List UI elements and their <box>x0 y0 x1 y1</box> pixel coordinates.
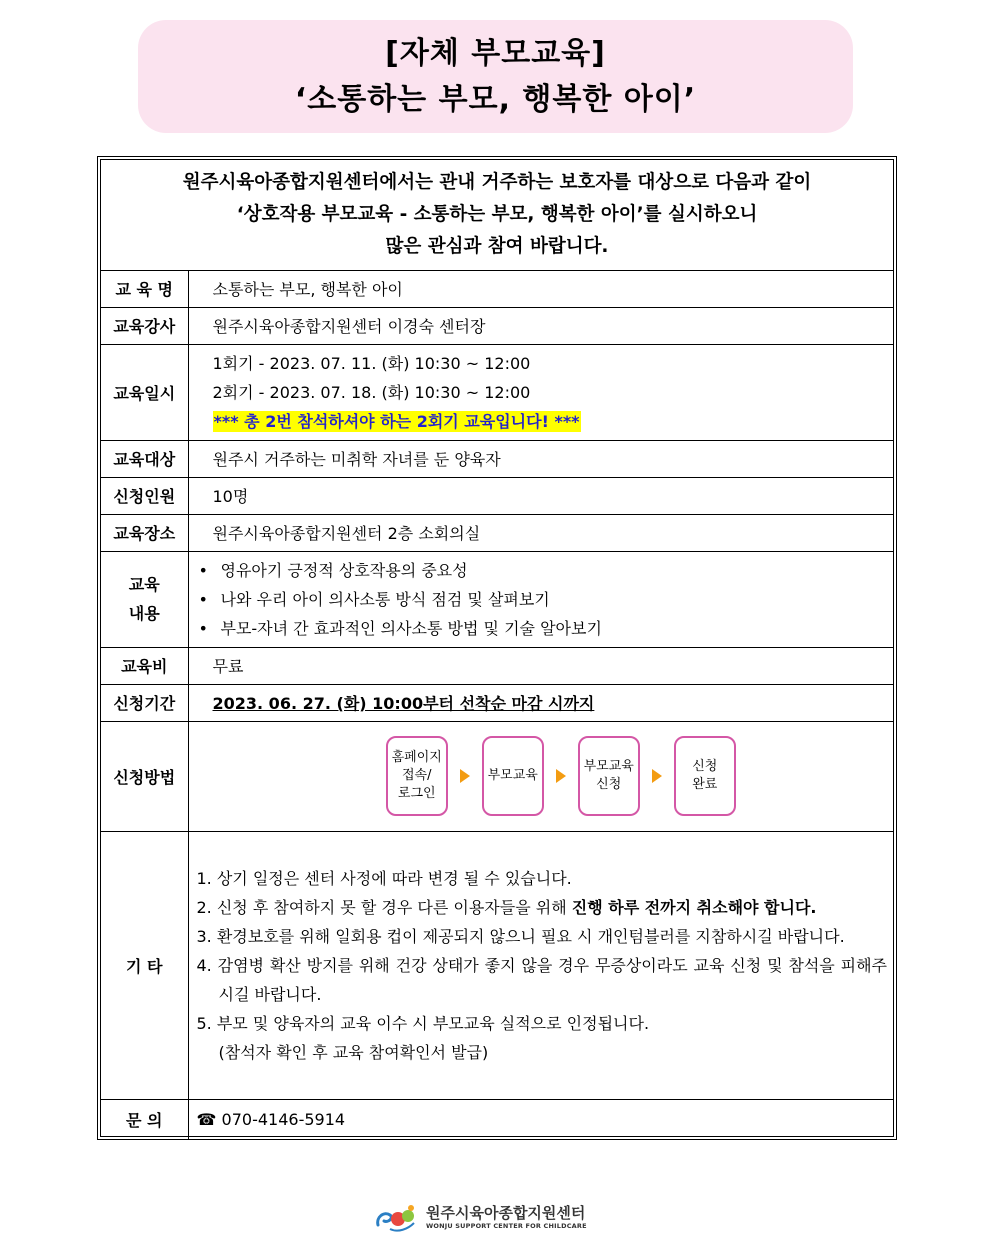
schedule-session-1: 1회기 - 2023. 07. 11. (화) 10:30 ~ 12:00 <box>212 353 531 373</box>
label-contact: 문 의 <box>101 1099 188 1139</box>
center-logo-icon <box>374 1203 418 1233</box>
note-1: 1. 상기 일정은 센터 사정에 따라 변경 될 수 있습니다. <box>196 868 572 888</box>
content-item-3: 부모-자녀 간 효과적인 의사소통 방법 및 기술 알아보기 <box>220 618 602 638</box>
value-period: 2023. 06. 27. (화) 10:00부터 선착순 마감 시까지 <box>212 694 595 713</box>
notes-list <box>189 858 894 1073</box>
list-item <box>197 864 888 893</box>
label-etc: 기 타 <box>101 831 188 1099</box>
intro-line-1: 원주시육아종합지원센터에서는 관내 거주하는 보호자를 대상으로 다음과 같이 <box>182 171 812 193</box>
list-item <box>197 893 888 922</box>
schedule-notice: *** 총 2번 참석하셔야 하는 2회기 교육입니다! *** <box>213 411 580 431</box>
intro-text <box>101 160 893 270</box>
value-fee: 무료 <box>188 647 893 684</box>
list-item <box>199 585 894 614</box>
footer-org-name-en: WONJU SUPPORT CENTER FOR CHILDCARE <box>426 1222 587 1230</box>
note-5-sub: (참석자 확인 후 교육 참여확인서 발급) <box>218 1042 489 1062</box>
step-complete: 신청 완료 <box>674 736 736 816</box>
info-table-frame <box>97 156 897 1140</box>
arrow-right-icon <box>460 769 470 783</box>
value-contact <box>188 1099 893 1139</box>
note-2-text: 2. 신청 후 참여하지 못 할 경우 다른 이용자들을 위해 <box>196 897 572 917</box>
value-period-cell <box>188 684 893 721</box>
step-homepage-login: 홈페이지 접속/ 로그인 <box>386 736 448 816</box>
step-parent-education: 부모교육 <box>482 736 544 816</box>
step-apply: 부모교육 신청 <box>578 736 640 816</box>
label-content-line-2: 내용 <box>128 604 160 623</box>
list-item <box>199 614 894 643</box>
application-flow <box>189 736 894 816</box>
list-item <box>199 556 894 585</box>
value-capacity: 10명 <box>188 477 893 514</box>
label-period: 신청기간 <box>101 684 188 721</box>
content-item-1: 영유아기 긍정적 상호작용의 중요성 <box>220 560 468 580</box>
label-place: 교육장소 <box>101 514 188 551</box>
value-content <box>188 551 893 647</box>
label-schedule: 교육일시 <box>101 344 188 440</box>
phone-icon: ☎ <box>196 1109 217 1129</box>
bullet-icon: • <box>198 618 208 638</box>
list-item <box>197 951 888 1009</box>
value-schedule <box>188 344 893 440</box>
label-target: 교육대상 <box>101 440 188 477</box>
bullet-icon: • <box>198 560 208 580</box>
note-3: 3. 환경보호를 위해 일회용 컵이 제공되지 않으니 필요 시 개인텀블러를 지참하시길 바랍니다. <box>196 926 845 946</box>
arrow-right-icon <box>556 769 566 783</box>
content-list <box>191 556 894 643</box>
label-content-line-1: 교육 <box>128 575 160 594</box>
value-target: 원주시 거주하는 미취학 자녀를 둔 양육자 <box>188 440 893 477</box>
note-2-bold: 진행 하루 전까지 취소해야 합니다. <box>571 897 817 917</box>
info-table <box>101 160 893 1139</box>
value-instructor: 원주시육아종합지원센터 이경숙 센터장 <box>188 307 893 344</box>
intro-line-2: ‘상호작용 부모교육 - 소통하는 부모, 행복한 아이’를 실시하오니 <box>236 203 758 225</box>
list-item <box>197 922 888 951</box>
schedule-session-2: 2회기 - 2023. 07. 18. (화) 10:30 ~ 12:00 <box>212 382 531 402</box>
label-name: 교 육 명 <box>101 270 188 307</box>
title-line-1: [자체 부모교육] <box>385 35 606 71</box>
value-place: 원주시육아종합지원센터 2층 소회의실 <box>188 514 893 551</box>
value-etc <box>188 831 893 1099</box>
footer-logo <box>374 1203 587 1233</box>
value-name: 소통하는 부모, 행복한 아이 <box>188 270 893 307</box>
label-fee: 교육비 <box>101 647 188 684</box>
footer-org-name: 원주시육아종합지원센터 <box>426 1204 586 1222</box>
phone-number: 070-4146-5914 <box>221 1109 346 1129</box>
content-item-2: 나와 우리 아이 의사소통 방식 점검 및 살펴보기 <box>220 589 550 609</box>
note-4: 4. 감염병 확산 방지를 위해 건강 상태가 좋지 않을 경우 무증상이라도 교육 신청 및 참석을 피해주시길 바랍니다. <box>196 955 887 1004</box>
label-capacity: 신청인원 <box>101 477 188 514</box>
label-method: 신청방법 <box>101 721 188 831</box>
value-method <box>188 721 893 831</box>
title-banner <box>138 20 853 133</box>
note-5: 5. 부모 및 양육자의 교육 이수 시 부모교육 실적으로 인정됩니다. <box>196 1013 650 1033</box>
title-line-2: ‘소통하는 부모, 행복한 아이’ <box>294 81 697 117</box>
label-content <box>101 551 188 647</box>
label-instructor: 교육강사 <box>101 307 188 344</box>
intro-line-3: 많은 관심과 참여 바랍니다. <box>385 235 609 257</box>
arrow-right-icon <box>652 769 662 783</box>
list-item <box>197 1009 888 1038</box>
bullet-icon: • <box>198 589 208 609</box>
